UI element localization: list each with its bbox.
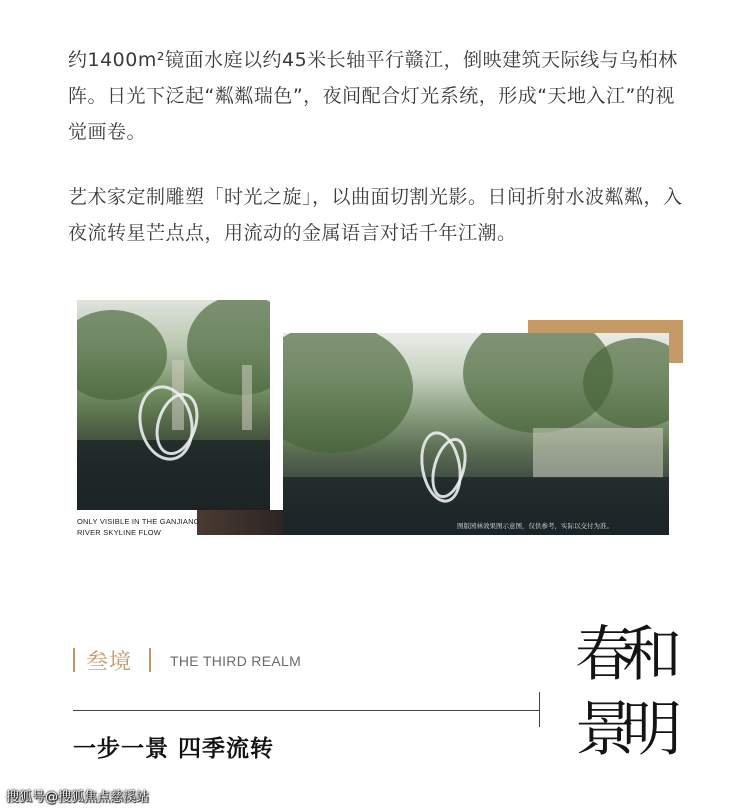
calligraphy-char: 春 — [575, 620, 635, 690]
intro-paragraph-water-court: 约1400m²镜面水庭以约45米长轴平行赣江，倒映建筑天际线与乌桕林阵。日光下泛起“粼粼瑞色”，夜间配合灯光系统，形成“天地入江”的视觉画卷。 — [68, 49, 678, 143]
section-subtitle: THE THIRD REALM — [170, 653, 302, 669]
building-column — [242, 365, 252, 430]
sculpture-photo-left — [77, 300, 270, 510]
photo-disclaimer: 图版园林效果图示意图，仅供参考，实际以交付为准。 — [457, 522, 613, 530]
divider-vertical — [539, 692, 540, 727]
photo-caption-english: ONLY VISIBLE IN THE GANJIANG RIVER SKYLINE FLOW — [77, 517, 200, 537]
water-court-photo-right — [283, 333, 669, 535]
gold-frame-accent — [528, 320, 683, 333]
title-bar-left — [73, 648, 75, 672]
intro-paragraph-sculpture: 艺术家定制雕塑「时光之旋」，以曲面切割光影。日间折射水波粼粼，入夜流转星芒点点，用流动的金属语言对话千年江潮。 — [68, 186, 683, 244]
divider-horizontal — [73, 710, 539, 711]
photo-strip — [197, 510, 283, 535]
calligraphy-char: 明 — [622, 695, 682, 765]
calligraphy-char: 景 — [575, 695, 635, 765]
section-title: 叁境 — [86, 650, 133, 675]
tree-canopy — [283, 333, 413, 453]
section-tagline: 一步一景 四季流转 — [73, 736, 275, 762]
title-bar-right — [149, 648, 151, 672]
gold-frame-accent-side — [669, 320, 683, 363]
building-facade — [533, 428, 663, 478]
source-watermark: 搜狐号@搜狐焦点慈溪站 — [6, 790, 150, 805]
calligraphy-char: 和 — [622, 620, 682, 690]
tree-canopy — [187, 300, 270, 395]
